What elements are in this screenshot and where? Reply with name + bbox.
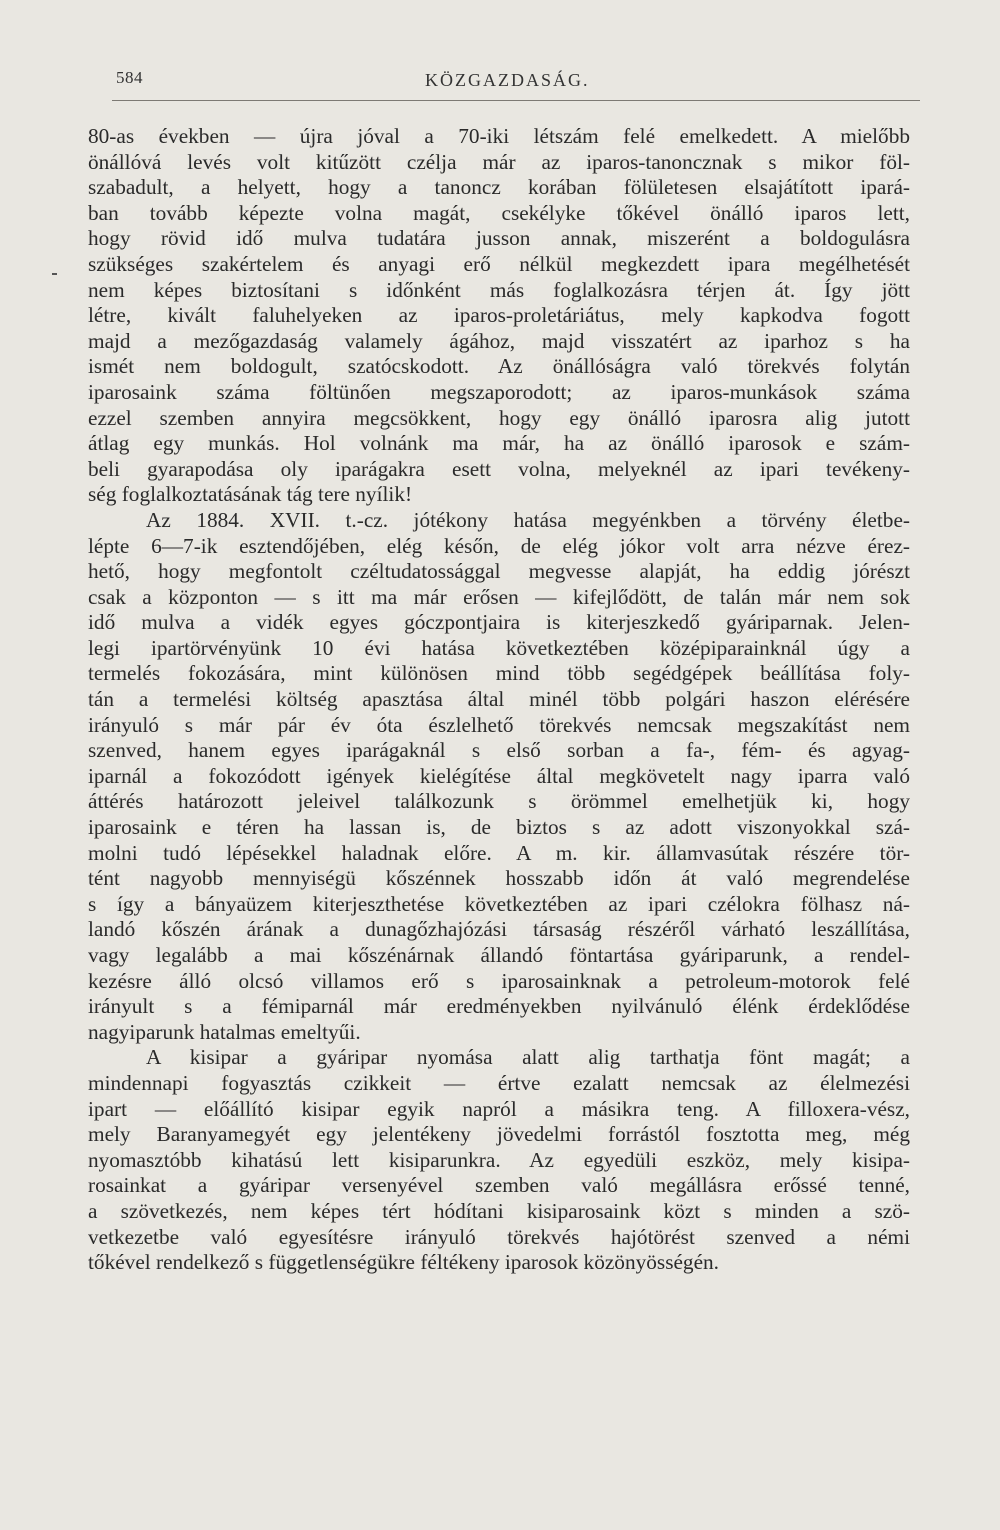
text-line: molni tudó lépésekkel haladnak előre. A m. kir. államvasútak részére tör-: [88, 840, 910, 865]
text-line: tán a termelési költség apasztása által minél több polgári haszon elérésére: [88, 687, 910, 712]
page-number: 584: [116, 68, 143, 87]
running-head: [112, 66, 920, 101]
text-line: lépte 6—7-ik esztendőjében, elég későn, de elég jókor volt arra nézve érez-: [88, 533, 910, 558]
text-line: iparnál a fokozódott igények kielégítése által megkövetelt nagy iparra való: [88, 763, 910, 788]
running-title: KÖZGAZDASÁG.: [425, 70, 590, 90]
text-line: áttérés határozott jeleivel találkozunk s örömmel emelhetjük ki, hogy: [88, 789, 910, 814]
text-line: irányult s a fémiparnál már eredményekben nyilvánuló élénk érdeklődése: [88, 994, 910, 1019]
text-line: Az 1884. XVII. t.-cz. jótékony hatása megyénkben a törvény életbe-: [146, 507, 910, 532]
text-line: majd a mezőgazdaság valamely ágához, majd visszatért az iparhoz s ha: [88, 328, 910, 353]
paragraph: [88, 1045, 910, 1275]
text-line: beli gyarapodása oly iparágakra esett volna, melyeknél az ipari tevékeny-: [88, 456, 910, 481]
text-line: ban tovább képezte volna magát, csekélyke tőkével önálló iparos lett,: [88, 200, 910, 225]
text-line: tőkével rendelkező s függetlenségükre féltékeny iparosok közönyösségén.: [88, 1250, 720, 1275]
text-line: szükséges szakértelem és anyagi erő nélkül megkezdett ipara megélhetését: [88, 251, 910, 276]
text-line: nem képes biztosítani s időnként más foglalkozásra térjen át. Így jött: [88, 277, 910, 302]
text-line: mindennapi fogyasztás czikkeit — értve ezalatt nemcsak az élelmezési: [88, 1070, 910, 1095]
text-line: hogy rövid idő mulva tudatára jusson annak, miszerént a boldogulásra: [88, 226, 910, 251]
text-line: 80-as években — újra jóval a 70-iki létszám felé emelkedett. A mielőbb: [88, 124, 910, 148]
text-line: termelés fokozására, mint különösen mind több segédgépek beállítása foly-: [88, 661, 910, 686]
text-line: tént nagyobb mennyiségü kőszénnek hosszabb időn át való megrendelése: [88, 866, 910, 891]
text-line: legi ipartörvényünk 10 évi hatása következtében középiparainknál úgy a: [88, 635, 910, 660]
text-line: szenved, hanem egyes iparágaknál s első sorban a fa-, fém- és agyag-: [88, 738, 910, 763]
text-line: mely Baranyamegyét egy jelentékeny jövedelmi forrástól fosztotta meg, még: [88, 1122, 910, 1147]
text-line: rosainkat a gyáripar versenyével szemben való megállásra erőssé tenné,: [88, 1173, 910, 1198]
text-line: nyomasztóbb kihatású lett kisiparunkra. Az egyedüli eszköz, mely kisipa-: [88, 1147, 910, 1172]
text-line: átlag egy munkás. Hol volnánk ma már, ha az önálló iparosok e szám-: [88, 431, 910, 456]
text-line: szabadult, a helyett, hogy a tanoncz korában fölületesen elsajátított ipará-: [88, 175, 910, 200]
text-line: csak a központon — s itt ma már erősen — kifejlődött, de talán már nem sok: [88, 584, 910, 609]
text-line: ezzel szemben annyira megcsökkent, hogy egy önálló iparosra alig jutott: [88, 405, 910, 430]
text-line: hető, hogy megfontolt czéltudatossággal megvesse alapját, ha eddig jórészt: [88, 559, 910, 584]
text-line: ismét nem boldogult, szatócskodott. Az önállóságra való törekvés folytán: [88, 354, 910, 379]
text-line: landó kőszén árának a dunagőzhajózási társaság részéről várható leszállítása,: [88, 917, 910, 942]
text-line: ség foglalkoztatásának tág tere nyílik!: [88, 482, 413, 507]
text-line: irányuló s már pár év óta észlelhető törekvés nemcsak megszakítást nem: [88, 712, 910, 737]
text-line: a szövetkezés, nem képes tért hódítani kisiparosaink közt s minden a szö-: [88, 1198, 910, 1223]
text-line: iparosaink száma föltünően megszaporodott; az iparos-munkások száma: [88, 379, 910, 404]
text-line: vagy legalább a mai kőszénárnak állandó föntartása gyáriparunk, a rendel-: [88, 943, 910, 967]
text-line: létre, kivált faluhelyeken az iparos-proletáriátus, mely kapkodva fogott: [88, 303, 910, 328]
text-line: vetkezetbe való egyesítésre irányuló törekvés hajótörést szenved a némi: [88, 1224, 910, 1249]
text-line: A kisipar a gyáripar nyomása alatt alig tarthatja fönt magát; a: [146, 1045, 910, 1070]
text-line: s így a bányaüzem kiterjeszthetése következtében az ipari czélokra fölhasz ná-: [88, 891, 910, 916]
paragraph: [88, 508, 910, 1045]
body-text: [88, 124, 910, 1276]
text-line: ipart — előállító kisipar egyik napról a másikra teng. A filloxera-vész,: [88, 1096, 910, 1121]
text-line: önállóvá levés volt kitűzött czélja már az iparos-tanoncznak s mikor föl-: [88, 149, 910, 174]
margin-mark: [52, 273, 57, 275]
text-line: iparosaink e téren ha lassan is, de biztos s az adott viszonyokkal szá-: [88, 815, 910, 840]
text-line: nagyiparunk hatalmas emeltyűi.: [88, 1019, 361, 1044]
text-line: kezésre álló olcsó villamos erő s iparosainknak a petroleum-motorok felé: [88, 968, 910, 993]
paragraph: [88, 124, 910, 508]
text-line: idő mulva a vidék egyes góczpontjaira is kiterjeszkedő gyáriparnak. Jelen-: [88, 610, 910, 635]
